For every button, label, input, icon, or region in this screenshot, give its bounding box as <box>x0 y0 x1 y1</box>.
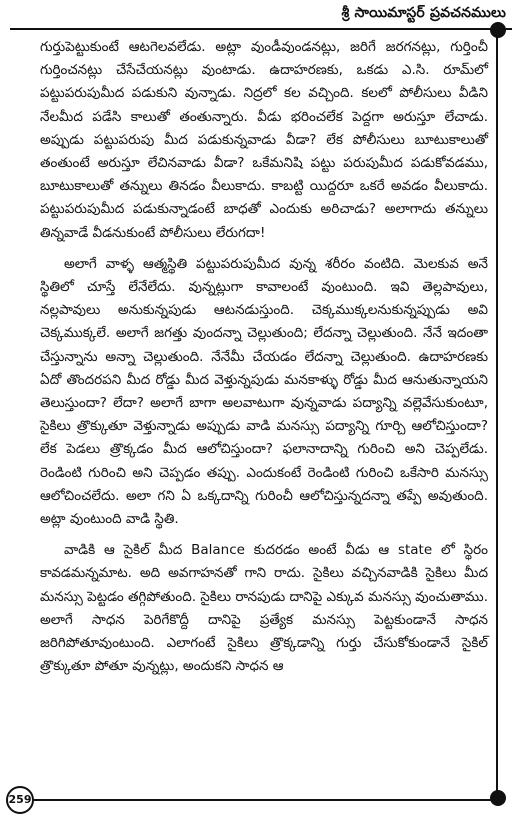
paragraph-3: వాడికి ఆ సైకిల్ మీద Balance కుదరడం అంటే వీడు ఆ state లో స్థిరం కావడమన్నమాట. అది అవగాహనతో గాని రాదు. సైకిలు వచ్చినవాడికి సైకిలు మీద మనస్సు పెట్టడం తగ్గిపోతుంది. సైకిలు రానపుడు దానిపై ఎక్కువ మనస్సు వుంచుతాము. అలాగే సాధన పెరిగేకొద్దీ దానిపై ప్రత్యేక మనస్సు పెట్టకుండానే సాధన జరిగిపోతూవుంటుంది. ఎలాగంటే సైకిలు త్రొక్కడాన్ని గుర్తు చేసుకోకుండానే సైకిల్ త్రొక్కుతూ పోతూ వున్నట్లు, అందుకని సాధన ఆ <box>40 542 488 675</box>
body-text <box>40 36 488 686</box>
right-margin-rule <box>496 30 498 798</box>
running-header <box>0 0 520 34</box>
top-ornament-dot <box>490 22 506 38</box>
header-title: శ్రీ సాయిమాస్టర్ ప్రవచనములు <box>341 5 506 21</box>
paragraph-1: గుర్తుపెట్టుకుంటే ఆటగెలవలేడు. అట్లా వుండీవుండనట్లు, జరిగే జరగనట్లు, గుర్తించీ గుర్తించనట్లు చేసేచేయనట్లు వుంటాడు. ఉదాహరణకు, ఒకడు ఎ.సి. రూమ్‌లో పట్టుపరుపుమీద పడుకుని వున్నాడు. నిద్రలో కల వచ్చింది. కలలో పోలీసులు వీడిని నేలమీద పడేసి కాలుతో తంతున్నారు. వీడు భరించలేక పెద్దగా అరుస్తూ లేచాడు. అప్పుడు పట్టుపరుపు మీద పడుకున్నవాడు వీడా? లేక పోలీసులు బూటుకాలుతో తంతుంటే అరుస్తూ లేచినవాడు వీడా? ఒకేమనిషి పట్టు పరుపుమీద పడుకోవడము, బూటుకాలుతో తన్నులు తినడం వీలుకాదు. కాబట్టి యిద్దరూ ఒకరే అవడం వీలుకాదు. పట్టుపరుపుమీద పడుకున్నాడంటే బాధతో ఎందుకు అరిచాడు? అలాగాదు తన్నులు తిన్నవాడే వీడనుకుంటే పోలీసులు లేరుగదా! <box>40 39 488 241</box>
header-rule <box>10 28 512 30</box>
page-number: 259 <box>6 786 34 814</box>
bottom-ornament-dot <box>490 790 506 806</box>
footer-rule <box>34 799 498 801</box>
paragraph-2: అలాగే వాళ్ళ ఆత్మస్థితి పట్టుపరుపుమీద వున్న శరీరం వంటిది. మెలకువ అనే స్థితిలో చూస్తే లేనేలేదు. వున్నట్లుగా కావాలంటే వుంటుంది. ఇవి తెల్లపావులు, నల్లపావులు అనుకున్నపుడు ఆటనడుస్తుంది. చెక్కముక్కలనుకున్నప్పుడు అవి చెక్కముక్కలే. అలాగే జగత్తు వుందన్నా చెల్లుతుంది; లేదన్నా చెల్లుతుంది. నేనే ఇదంతా చేస్తున్నాను అన్నా చెల్లుతుంది. నేనేమీ చేయడం లేదన్నా చెల్లుతుంది. ఉదాహరణకు ఏదో తొందరపని మీద రోడ్డు మీద వెళ్తున్నపుడు మనకాళ్ళు రోడ్డు మీద ఆనుతున్నాయని తెలుస్తుందా? లేదా? అలాగే బాగా అలవాటుగా వున్నవాడు పద్యాన్ని వల్లెవేసుకుంటూ, సైకిలు త్రొక్కుతూ వెళ్తున్నాడు అప్పుడు వాడి మనస్సు పద్యాన్ని గూర్చి ఆలోచిస్తుందా? లేక పెడలు త్రొక్కడం మీద ఆలోచిస్తుందా? ఫలానాదాన్ని గురించి అని చెప్పలేడు. రెండింటి గురించి అని చెప్పడం తప్పు. ఎందుకంటే రెండింటి గురించి ఒకేసారి మనస్సు ఆలోచించలేదు. అలా గని ఏ ఒక్కదాన్ని గురించీ ఆలోచిస్తున్నదన్నా తప్పే అవుతుంది. అట్లా వుంటుంది వాడి స్థితి. <box>40 255 488 528</box>
